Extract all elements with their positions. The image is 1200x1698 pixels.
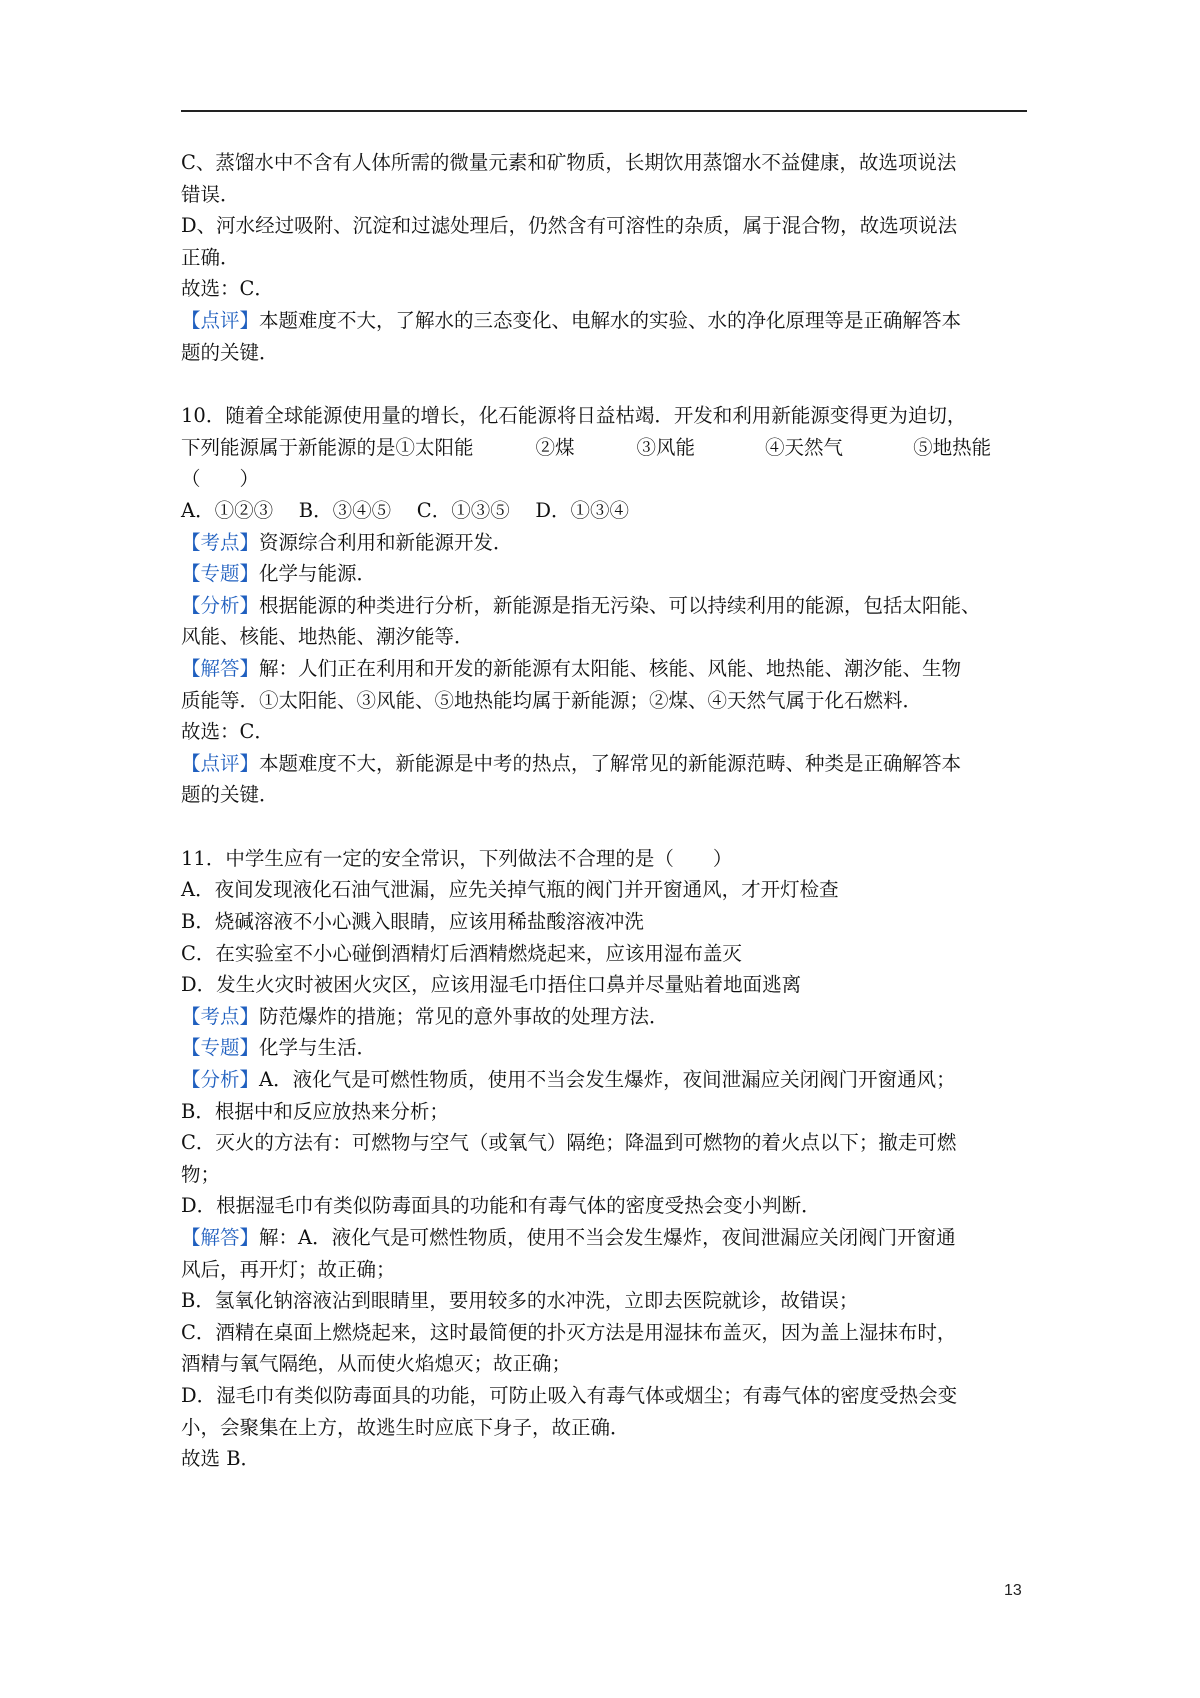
- q10-item: ②煤: [535, 435, 575, 459]
- q10-jieda: [181, 653, 1027, 685]
- text-line: 酒精与氧气隔绝，从而使火焰熄灭；故正确；: [181, 1352, 572, 1376]
- q10-item: ③风能: [636, 435, 696, 459]
- header-rule: [181, 110, 1027, 112]
- q10-stem-paren: （ ）: [181, 467, 260, 491]
- text-line: C．酒精在桌面上燃烧起来，这时最简便的扑灭方法是用湿抹布盖灭，因为盖上湿抹布时，: [181, 1320, 957, 1344]
- text-line: 故选：C．: [181, 720, 274, 744]
- q11-zhuanti: [181, 1032, 1027, 1064]
- jieda-tag: 【解答】: [181, 656, 260, 680]
- q10-kaodian: [181, 527, 1027, 559]
- fenxi-tag: 【分析】: [181, 1068, 260, 1092]
- q10-stem-items: [181, 432, 1027, 464]
- q11-kaodian: [181, 1001, 1027, 1033]
- q11-option: C．在实验室不小心碰倒酒精灯后酒精燃烧起来，应该用湿布盖灭: [181, 941, 742, 965]
- q11-fenxi: [181, 1064, 1027, 1096]
- q10-fenxi: [181, 590, 1027, 622]
- kaodian-text: 防范爆炸的措施；常见的意外事故的处理方法．: [259, 1004, 669, 1028]
- kaodian-text: 资源综合利用和新能源开发．: [259, 530, 513, 554]
- text-line: 正确．: [181, 245, 240, 269]
- text-line: 物；: [181, 1162, 221, 1186]
- q10-item: ④天然气: [765, 435, 844, 459]
- jieda-tag: 【解答】: [181, 1226, 260, 1249]
- kaodian-tag: 【考点】: [181, 530, 260, 554]
- text-line: D．湿毛巾有类似防毒面具的功能，可防止吸入有毒气体或烟尘；有毒气体的密度受热会变: [181, 1383, 958, 1407]
- text-line: C．灭火的方法有：可燃物与空气（或氧气）隔绝；降温到可燃物的着火点以下；撤走可燃: [181, 1131, 957, 1155]
- text-line: 题的关键．: [181, 340, 279, 364]
- comment-text: 本题难度不大，了解水的三态变化、电解水的实验、水的净化原理等是正确解答本: [259, 308, 962, 332]
- fenxi-tag: 【分析】: [181, 593, 260, 617]
- jieda-text: 解：A．液化气是可燃性物质，使用不当会发生爆炸，夜间泄漏应关闭阀门开窗通: [259, 1226, 956, 1249]
- q10-stem: 10．随着全球能源使用量的增长，化石能源将日益枯竭．开发和利用新能源变得更为迫切，: [181, 404, 967, 428]
- zhuanti-text: 化学与能源．: [259, 562, 377, 586]
- text-line: 风后，再开灯；故正确；: [181, 1257, 396, 1281]
- q10-dianping: [181, 748, 1027, 780]
- q10-item: ⑤地热能: [913, 435, 992, 459]
- text-line: 小，会聚集在上方，故逃生时应底下身子，故正确．: [181, 1415, 630, 1439]
- comment-tag: 【点评】: [181, 308, 260, 332]
- fenxi-text: 根据能源的种类进行分析，新能源是指无污染、可以持续利用的能源，包括太阳能、: [259, 593, 981, 617]
- zhuanti-text: 化学与生活．: [259, 1036, 377, 1060]
- q10-zhuanti: [181, 558, 1027, 590]
- q10-stem-prefix: 下列能源属于新能源的是①太阳能: [181, 435, 474, 459]
- text-line: C、蒸馏水中不含有人体所需的微量元素和矿物质，长期饮用蒸馏水不益健康，故选项说法: [181, 151, 957, 174]
- text-line: 故选 B．: [181, 1447, 261, 1471]
- q11-option: D．发生火灾时被困火灾区，应该用湿毛巾捂住口鼻并尽量贴着地面逃离: [181, 973, 802, 997]
- jieda-text: 解：人们正在利用和开发的新能源有太阳能、核能、风能、地热能、潮汐能、生物: [259, 656, 962, 680]
- zhuanti-tag: 【专题】: [181, 1036, 260, 1060]
- page-content: [181, 147, 1027, 1475]
- q10-options: A．①②③ B．③④⑤ C．①③⑤ D．①③④: [181, 498, 630, 522]
- text-line: 故选：C．: [181, 277, 274, 301]
- text-line: D、河水经过吸附、沉淀和过滤处理后，仍然含有可溶性的杂质，属于混合物，故选项说法: [181, 214, 958, 238]
- dianping-text: 本题难度不大，新能源是中考的热点，了解常见的新能源范畴、种类是正确解答本: [259, 751, 962, 775]
- text-line: 题的关键．: [181, 783, 279, 807]
- zhuanti-tag: 【专题】: [181, 562, 260, 586]
- page-number: 13: [1004, 1582, 1022, 1599]
- q11-option: A．夜间发现液化石油气泄漏，应先关掉气瓶的阀门并开窗通风，才开灯检查: [181, 878, 839, 902]
- q11-option: B．烧碱溶液不小心溅入眼睛，应该用稀盐酸溶液冲洗: [181, 910, 644, 934]
- comment-line: [181, 305, 1027, 337]
- text-line: 风能、核能、地热能、潮汐能等．: [181, 625, 474, 649]
- kaodian-tag: 【考点】: [181, 1004, 260, 1028]
- text-line: 质能等．①太阳能、③风能、⑤地热能均属于新能源；②煤、④天然气属于化石燃料．: [181, 688, 923, 712]
- fenxi-text: A．液化气是可燃性物质，使用不当会发生爆炸，夜间泄漏应关闭阀门开窗通风；: [259, 1068, 956, 1092]
- text-line: 错误．: [181, 182, 240, 206]
- text-line: B．氢氧化钠溶液沾到眼睛里，要用较多的水冲洗，立即去医院就诊，故错误；: [181, 1289, 859, 1313]
- text-line: D．根据湿毛巾有类似防毒面具的功能和有毒气体的密度受热会变小判断．: [181, 1194, 821, 1218]
- text-line: B．根据中和反应放热来分析；: [181, 1099, 449, 1123]
- dianping-tag: 【点评】: [181, 751, 260, 775]
- q11-jieda: [181, 1222, 1027, 1254]
- q11-stem: 11．中学生应有一定的安全常识，下列做法不合理的是（ ）: [181, 846, 733, 870]
